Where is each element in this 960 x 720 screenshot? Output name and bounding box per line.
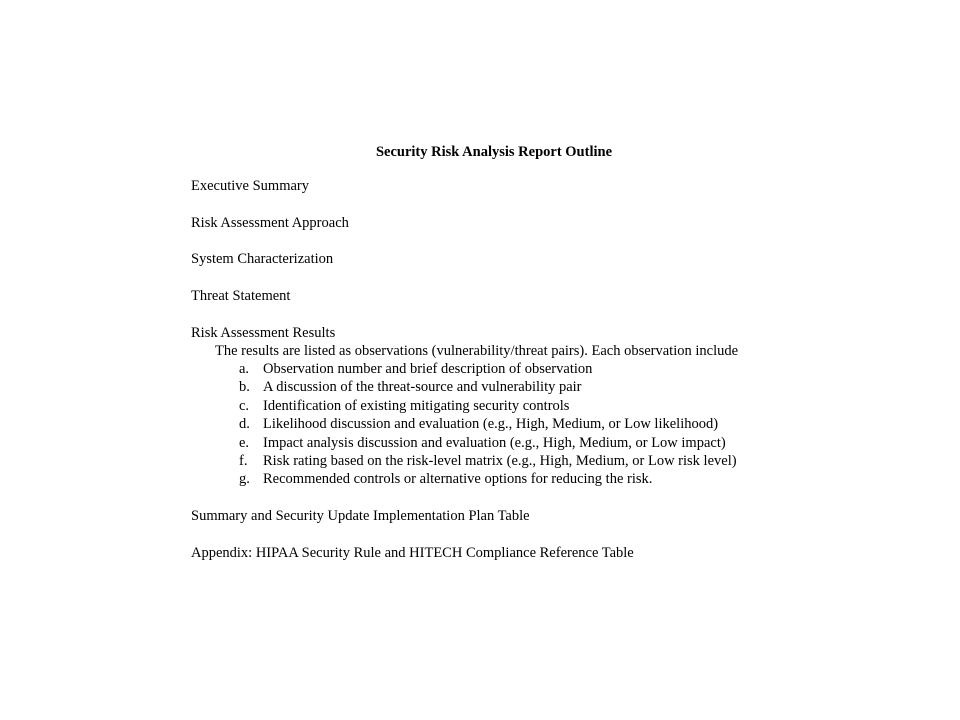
list-item-text: Recommended controls or alternative options for reducing the risk.	[263, 471, 653, 487]
list-item-marker: b.	[239, 379, 250, 395]
section-heading-summary-plan-table: Summary and Security Update Implementation Plan Table	[191, 508, 530, 524]
list-item-text: Identification of existing mitigating security controls	[263, 398, 570, 414]
section-heading-risk-assessment-approach: Risk Assessment Approach	[191, 215, 349, 231]
list-item-text: Impact analysis discussion and evaluation (e.g., High, Medium, or Low impact)	[263, 435, 726, 451]
list-item-marker: f.	[239, 453, 248, 469]
list-item-text: Likelihood discussion and evaluation (e.g., High, Medium, or Low likelihood)	[263, 416, 719, 432]
list-item-marker: a.	[239, 361, 250, 377]
section-heading-appendix: Appendix: HIPAA Security Rule and HITECH Compliance Reference Table	[191, 545, 634, 561]
list-item-marker: c.	[239, 398, 250, 414]
list-item-marker: d.	[239, 416, 250, 432]
list-item-text: A discussion of the threat-source and vulnerability pair	[263, 379, 582, 395]
section-heading-risk-assessment-results: Risk Assessment Results	[191, 325, 336, 341]
section-heading-executive-summary: Executive Summary	[191, 178, 309, 194]
section-heading-system-characterization: System Characterization	[191, 251, 334, 267]
section-heading-threat-statement: Threat Statement	[191, 288, 291, 304]
list-item-marker: g.	[239, 471, 250, 487]
results-intro-text: The results are listed as observations (vulnerability/threat pairs). Each observation include	[215, 343, 739, 359]
page-title: Security Risk Analysis Report Outline	[375, 144, 613, 160]
list-item-text: Risk rating based on the risk-level matrix (e.g., High, Medium, or Low risk level)	[263, 453, 737, 469]
list-item-marker: e.	[239, 435, 250, 451]
list-item-text: Observation number and brief description of observation	[263, 361, 593, 377]
